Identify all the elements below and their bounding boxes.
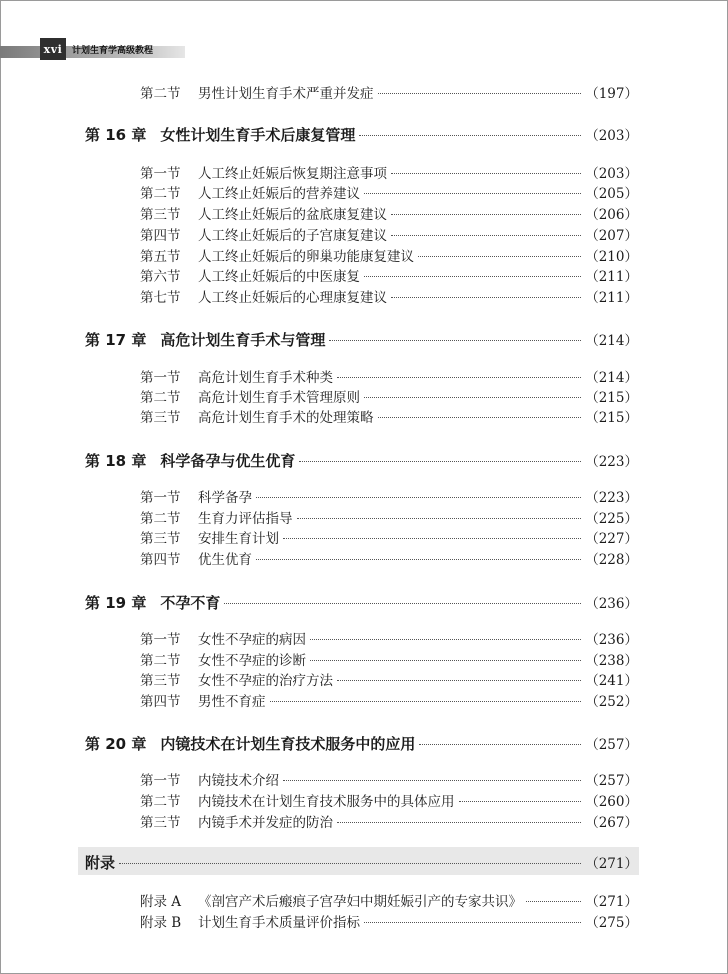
dot-leader	[391, 173, 581, 174]
toc-entry-page: （206）	[585, 207, 638, 223]
dot-leader	[224, 603, 581, 604]
toc-entry-page: （228）	[585, 552, 638, 568]
toc-section-row[interactable]	[140, 224, 638, 244]
toc-entry-title: 人工终止妊娠后的心理康复建议	[198, 290, 387, 306]
toc-entry-page: （203）	[585, 128, 638, 144]
toc-entry-page: （227）	[585, 531, 638, 547]
toc-entry-label: 第二节	[140, 794, 181, 810]
dot-leader	[364, 397, 581, 398]
toc-entry-title: 男性不育症	[198, 694, 266, 710]
toc-section-row[interactable]	[140, 790, 638, 810]
toc-entry-title: 内镜技术在计划生育技术服务中的具体应用	[198, 794, 455, 810]
running-head-title: 计划生育学高级教程	[72, 46, 154, 56]
toc-chapter-row[interactable]	[85, 450, 638, 471]
toc-entry-label: 第二节	[140, 511, 181, 527]
toc-entry-title: 女性不孕症的治疗方法	[198, 673, 333, 689]
dot-leader	[419, 744, 581, 745]
toc-entry-page: （236）	[585, 632, 638, 648]
dot-leader	[391, 235, 581, 236]
toc-section-row[interactable]	[140, 649, 638, 669]
dot-leader	[299, 461, 581, 462]
toc-entry-title: 计划生育手术质量评价指标	[198, 915, 360, 931]
page-number: xvi	[40, 38, 66, 60]
toc-entry-title: 高危计划生育手术与管理	[160, 331, 326, 349]
toc-entry-page: （271）	[585, 856, 638, 872]
toc-entry-title: 高危计划生育手术管理原则	[198, 390, 360, 406]
toc-entry-label: 第四节	[140, 694, 181, 710]
toc-entry-page: （257）	[585, 737, 638, 753]
dot-leader	[256, 559, 581, 560]
toc-entry-page: （197）	[585, 86, 638, 102]
dot-leader	[359, 135, 581, 136]
toc-entry-label: 附录 B	[140, 915, 182, 931]
toc-entry-title: 高危计划生育手术的处理策略	[198, 410, 374, 426]
dot-leader	[337, 822, 581, 823]
toc-entry-label: 第一节	[140, 490, 181, 506]
dot-leader	[283, 538, 581, 539]
toc-entry-page: （252）	[585, 694, 638, 710]
toc-entry-label: 附录 A	[140, 894, 182, 910]
toc-entry-label: 第二节	[140, 390, 181, 406]
toc-section-row[interactable]	[140, 890, 638, 910]
toc-section-row[interactable]	[140, 203, 638, 223]
dot-leader	[459, 801, 582, 802]
toc-section-row[interactable]	[140, 811, 638, 831]
dot-leader	[364, 193, 581, 194]
toc-entry-page: （223）	[585, 490, 638, 506]
toc-entry-page: （203）	[585, 166, 638, 182]
toc-entry-title: 女性不孕症的病因	[198, 632, 306, 648]
toc-entry-label: 第 17 章	[85, 331, 147, 349]
toc-entry-page: （238）	[585, 653, 638, 669]
toc-entry-label: 第七节	[140, 290, 181, 306]
toc-entry-label: 第三节	[140, 673, 181, 689]
toc-entry-page: （241）	[585, 673, 638, 689]
toc-entry-page: （215）	[585, 410, 638, 426]
toc-section-row[interactable]	[140, 911, 638, 931]
toc-entry-title: 《剖宫产术后瘢痕子宫孕妇中期妊娠引产的专家共识》	[198, 894, 522, 910]
toc-entry-label: 第二节	[140, 653, 181, 669]
toc-entry-title: 人工终止妊娠后恢复期注意事项	[198, 166, 387, 182]
toc-entry-label: 第四节	[140, 552, 181, 568]
toc-entry-label: 第 16 章	[85, 126, 147, 144]
dot-leader	[526, 901, 581, 902]
dot-leader	[364, 922, 581, 923]
toc-entry-title: 人工终止妊娠后的卵巢功能康复建议	[198, 249, 414, 265]
toc-entry-title: 内镜技术介绍	[198, 773, 279, 789]
toc-section-row[interactable]	[140, 527, 638, 547]
toc-chapter-row[interactable]	[85, 592, 638, 613]
toc-entry-label: 第一节	[140, 773, 181, 789]
toc-entry-label: 第四节	[140, 228, 181, 244]
dot-leader	[337, 680, 581, 681]
toc-entry-page: （225）	[585, 511, 638, 527]
toc-entry-title: 科学备孕与优生优育	[160, 452, 296, 470]
toc-section-row[interactable]	[140, 162, 638, 182]
toc-entry-label: 第 18 章	[85, 452, 147, 470]
toc-entry-label: 第三节	[140, 207, 181, 223]
toc-entry-label: 第三节	[140, 531, 181, 547]
toc-section-row[interactable]	[140, 406, 638, 426]
toc-section-row[interactable]	[140, 548, 638, 568]
toc-entry-label: 第三节	[140, 410, 181, 426]
dot-leader	[378, 93, 582, 94]
toc-entry-title: 人工终止妊娠后的营养建议	[198, 186, 360, 202]
toc-entry-title: 附录	[85, 854, 116, 872]
toc-entry-page: （211）	[585, 290, 638, 306]
toc-section-row[interactable]	[140, 366, 638, 386]
toc-section-row[interactable]	[140, 507, 638, 527]
toc-appendix-row[interactable]	[85, 852, 638, 873]
toc-entry-label: 第 19 章	[85, 594, 147, 612]
toc-entry-page: （210）	[585, 249, 638, 265]
toc-entry-page: （271）	[585, 894, 638, 910]
toc-section-row[interactable]	[140, 690, 638, 710]
toc-entry-label: 第三节	[140, 815, 181, 831]
toc-entry-title: 安排生育计划	[198, 531, 279, 547]
toc-chapter-row[interactable]	[85, 329, 638, 350]
toc-section-row[interactable]	[140, 245, 638, 265]
toc-entry-title: 女性不孕症的诊断	[198, 653, 306, 669]
toc-entry-title: 生育力评估指导	[198, 511, 293, 527]
toc-entry-title: 内镜技术在计划生育技术服务中的应用	[160, 735, 416, 753]
toc-section-row[interactable]	[140, 182, 638, 202]
toc-entry-label: 第 20 章	[85, 735, 147, 753]
toc-section-row[interactable]	[140, 82, 638, 102]
toc-entry-page: （236）	[585, 596, 638, 612]
toc-entry-page: （214）	[585, 370, 638, 386]
dot-leader	[391, 297, 581, 298]
toc-entry-label: 第二节	[140, 186, 181, 202]
toc-section-row[interactable]	[140, 265, 638, 285]
toc-entry-page: （207）	[585, 228, 638, 244]
toc-entry-title: 人工终止妊娠后的子宫康复建议	[198, 228, 387, 244]
dot-leader	[378, 417, 582, 418]
toc-section-row[interactable]	[140, 286, 638, 306]
dot-leader	[391, 214, 581, 215]
toc-entry-label: 第五节	[140, 249, 181, 265]
toc-entry-page: （260）	[585, 794, 638, 810]
toc-entry-page: （205）	[585, 186, 638, 202]
dot-leader	[119, 863, 581, 864]
toc-entry-page: （257）	[585, 773, 638, 789]
toc-entry-title: 优生优育	[198, 552, 252, 568]
toc-entry-label: 第一节	[140, 166, 181, 182]
dot-leader	[310, 639, 581, 640]
toc-entry-label: 第六节	[140, 269, 181, 285]
dot-leader	[337, 377, 581, 378]
toc-section-row[interactable]	[140, 386, 638, 406]
dot-leader	[270, 701, 582, 702]
toc-entry-label: 第一节	[140, 370, 181, 386]
dot-leader	[297, 518, 582, 519]
toc-entry-page: （214）	[585, 333, 638, 349]
dot-leader	[310, 660, 581, 661]
toc-entry-page: （223）	[585, 454, 638, 470]
toc-entry-page: （267）	[585, 815, 638, 831]
toc-section-row[interactable]	[140, 769, 638, 789]
toc-section-row[interactable]	[140, 628, 638, 648]
dot-leader	[283, 780, 581, 781]
toc-entry-title: 人工终止妊娠后的中医康复	[198, 269, 360, 285]
toc-entry-page: （211）	[585, 269, 638, 285]
toc-entry-page: （215）	[585, 390, 638, 406]
dot-leader	[364, 276, 581, 277]
dot-leader	[418, 256, 581, 257]
toc-entry-title: 高危计划生育手术种类	[198, 370, 333, 386]
toc-entry-title: 男性计划生育手术严重并发症	[198, 86, 374, 102]
toc-entry-title: 人工终止妊娠后的盆底康复建议	[198, 207, 387, 223]
dot-leader	[329, 340, 581, 341]
toc-entry-title: 科学备孕	[198, 490, 252, 506]
toc-chapter-row[interactable]	[85, 124, 638, 145]
dot-leader	[256, 497, 581, 498]
toc-entry-page: （275）	[585, 915, 638, 931]
toc-chapter-row[interactable]	[85, 733, 638, 754]
toc-entry-label: 第二节	[140, 86, 181, 102]
toc-entry-title: 不孕不育	[160, 594, 221, 612]
page-header	[0, 38, 728, 68]
toc-entry-title: 内镜手术并发症的防治	[198, 815, 333, 831]
toc-entry-title: 女性计划生育手术后康复管理	[160, 126, 356, 144]
toc-section-row[interactable]	[140, 669, 638, 689]
toc-entry-label: 第一节	[140, 632, 181, 648]
toc-section-row[interactable]	[140, 486, 638, 506]
